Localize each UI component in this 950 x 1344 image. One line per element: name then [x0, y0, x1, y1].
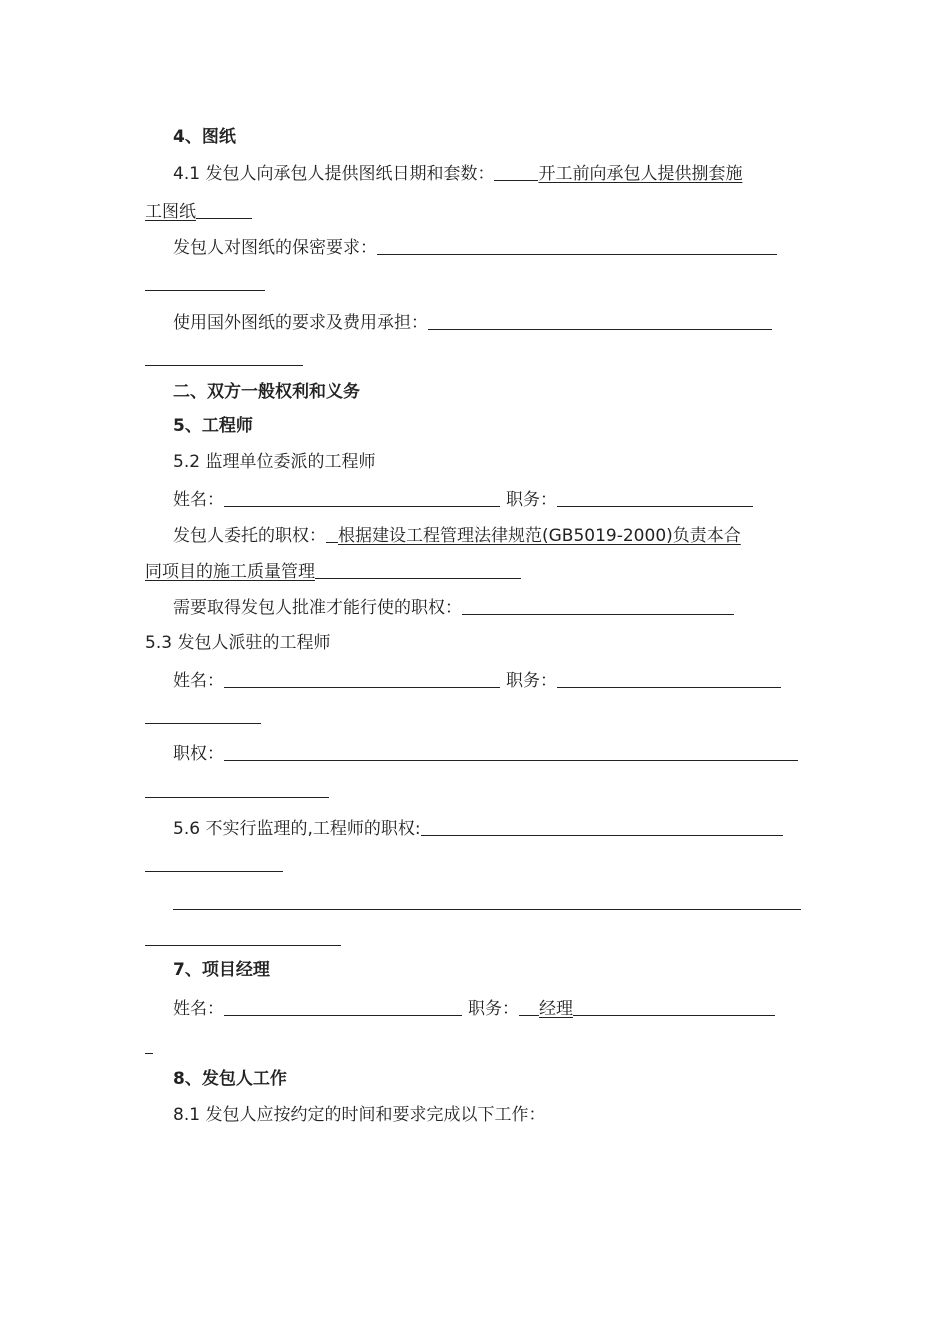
approval-blank	[462, 596, 734, 615]
title-label: 职务：	[468, 999, 519, 1019]
section-4-1-line-cont	[145, 198, 252, 222]
blank-underline	[196, 200, 252, 219]
name-blank	[224, 488, 500, 507]
foreign-drawings-line-cont	[145, 345, 303, 369]
delegated-authority-line	[173, 522, 741, 546]
foreign-drawings-blank-cont	[145, 347, 303, 366]
powers-line	[173, 740, 798, 764]
section-4-heading: 4、图纸	[173, 127, 236, 147]
supervisor-name-line	[173, 486, 753, 510]
blank-underline	[494, 162, 538, 181]
delegated-authority-value: 根据建设工程管理法律规范(GB5019-2000)负责本合	[338, 526, 741, 546]
blank-underline	[519, 997, 539, 1016]
project-manager-title-value: 经理	[539, 999, 573, 1019]
section-5-6-blank	[421, 817, 783, 836]
secrecy-label: 发包人对图纸的保密要求：	[173, 238, 377, 258]
name-label: 姓名：	[173, 490, 224, 510]
section-5-6-label: 5.6 不实行监理的,工程师的职权:	[173, 819, 421, 839]
foreign-drawings-label: 使用国外图纸的要求及费用承担：	[173, 313, 428, 333]
approval-line	[173, 594, 734, 618]
section-5-2-label: 5.2 监理单位委派的工程师	[173, 452, 376, 472]
title-label: 职务：	[506, 671, 557, 691]
foreign-drawings-blank	[428, 311, 772, 330]
blank-underline	[315, 560, 521, 579]
secrecy-blank	[377, 236, 777, 255]
section-5-6-blank-cont-2	[173, 891, 801, 910]
project-manager-line	[173, 995, 775, 1019]
blank-underline	[326, 524, 338, 543]
delegated-authority-line-cont	[145, 558, 521, 582]
secrecy-line-cont	[145, 270, 265, 294]
powers-line-cont	[145, 777, 329, 801]
section-5-6-blank-cont	[145, 853, 283, 872]
section-4-1-value: 开工前向承包人提供捌套施	[538, 164, 743, 184]
delegated-authority-label: 发包人委托的职权：	[173, 526, 326, 546]
employer-engineer-name-line	[173, 667, 781, 691]
title-blank-cont	[145, 705, 261, 724]
section-5-6-line-cont-3	[145, 925, 341, 949]
section-4-1-value-cont: 工图纸	[145, 202, 196, 222]
foreign-drawings-line	[173, 309, 772, 333]
title-label: 职务：	[506, 490, 557, 510]
approval-label: 需要取得发包人批准才能行使的职权：	[173, 598, 462, 618]
title-blank	[557, 488, 753, 507]
project-manager-line-cont	[145, 1033, 153, 1057]
delegated-authority-value-cont: 同项目的施工质量管理	[145, 562, 315, 582]
name-label: 姓名：	[173, 671, 224, 691]
secrecy-line	[173, 234, 777, 258]
section-4-1-line	[173, 160, 742, 184]
section-5-6-blank-cont-3	[145, 927, 341, 946]
secrecy-blank-cont	[145, 272, 265, 291]
title-blank-cont-line	[145, 703, 261, 727]
name-blank	[224, 997, 462, 1016]
section-8-1-label: 8.1 发包人应按约定的时间和要求完成以下工作：	[173, 1105, 546, 1125]
name-blank	[224, 669, 500, 688]
section-5-heading: 5、工程师	[173, 416, 253, 436]
powers-blank-cont	[145, 779, 329, 798]
section-5-6-line	[173, 815, 783, 839]
section-5-3-label: 5.3 发包人派驻的工程师	[145, 633, 331, 653]
section-5-6-line-cont-2	[173, 889, 801, 913]
section-5-6-line-cont	[145, 851, 283, 875]
part-2-heading: 二、双方一般权利和义务	[173, 382, 360, 402]
powers-label: 职权：	[173, 744, 224, 764]
name-label: 姓名：	[173, 999, 224, 1019]
section-7-heading: 7、项目经理	[173, 960, 270, 980]
title-blank	[573, 997, 775, 1016]
blank-underline	[145, 1035, 153, 1054]
section-4-1-label: 4.1 发包人向承包人提供图纸日期和套数：	[173, 164, 495, 184]
powers-blank	[224, 742, 798, 761]
section-8-heading: 8、发包人工作	[173, 1069, 287, 1089]
title-blank	[557, 669, 781, 688]
